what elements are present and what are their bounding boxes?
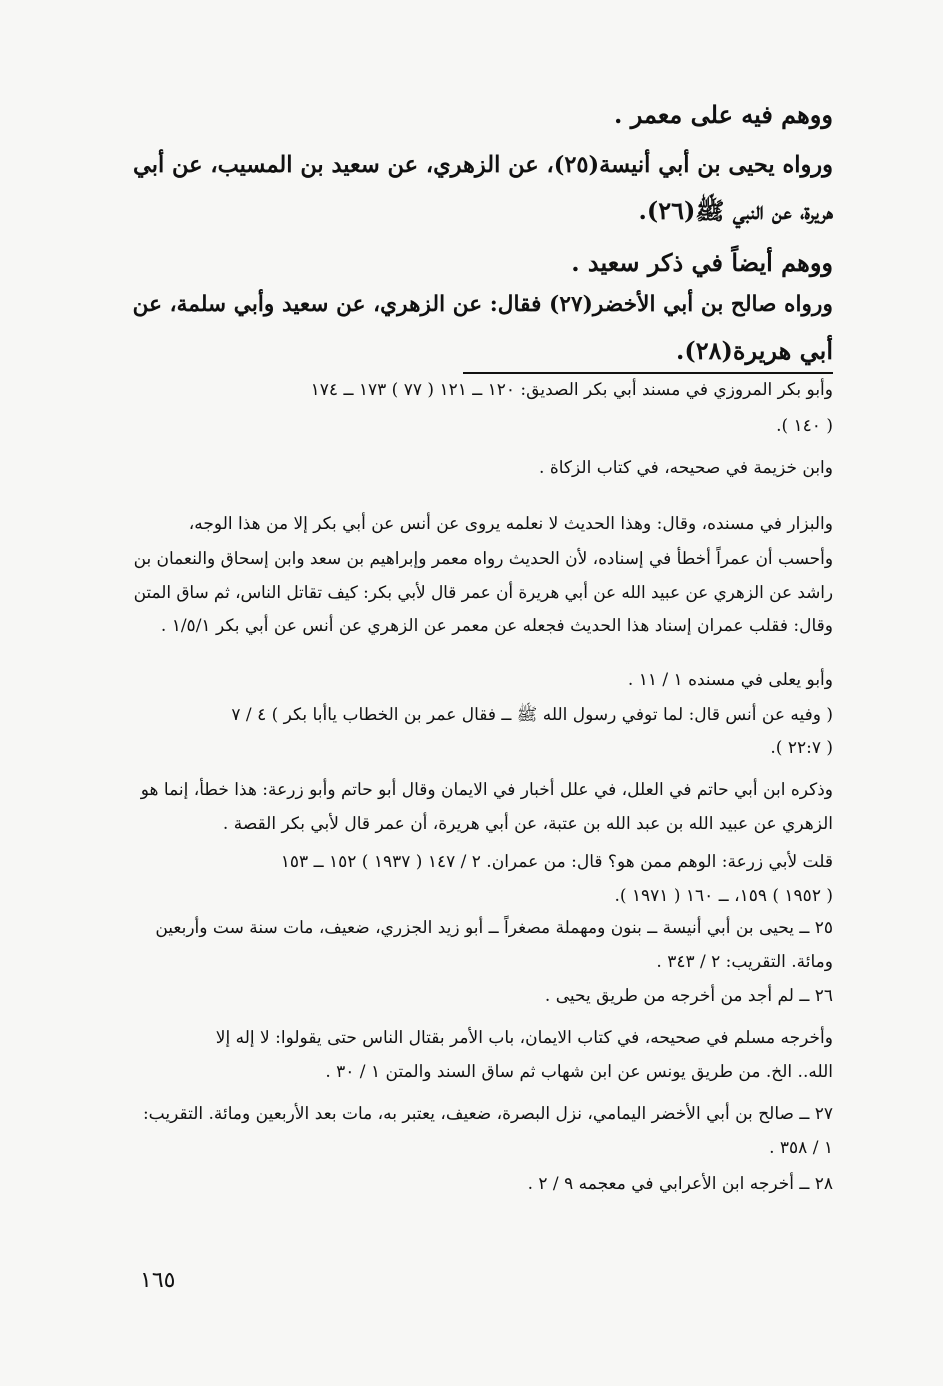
footnote-line: الله.. الخ. من طريق يونس عن ابن شهاب ثم ساق السند والمتن ١ / ٣٠ . [325,1062,833,1082]
footnote-line: وقال: فقلب عمران إسناد هذا الحديث فجعله عن معمر عن الزهري عن أنس عن أبي بكر ١/٥/١ . [160,616,833,636]
footnote-line: ( ٢٢:٧ ). [770,738,833,758]
footnote-line: ( وفيه عن أنس قال: لما توفي رسول الله ﷺ ــ فقال عمر بن الخطاب ياأبا بكر ) ٤ / ٧ [231,705,833,725]
footnote-line: وأبو بكر المروزي في مسند أبي بكر الصديق: ١٢٠ ــ ١٢١ ( ٧٧ ) ١٧٣ ــ ١٧٤ [310,380,833,400]
footnote-line: ١ / ٣٥٨ . [769,1138,833,1158]
footnote-line: وأخرجه مسلم في صحيحه، في كتاب الايمان، باب الأمر بقتال الناس حتى يقولوا: لا إله إلا [215,1028,833,1048]
main-text-line-3: هريرة، عن النبي ﷺ(٢٦). [638,196,833,225]
main-text-line-5: ورواه صالح بن أبي الأخضر(٢٧) فقال: عن الزهري، عن سعيد وأبي سلمة، عن [132,292,833,317]
footnote-line: وابن خزيمة في صحيحه، في كتاب الزكاة . [539,458,833,478]
footnote-line: ومائة. التقريب: ٢ / ٣٤٣ . [656,952,833,972]
main-text-line-1: ووهم فيه على معمر . [614,100,833,129]
main-text-line-6: أبي هريرة(٢٨). [676,336,833,365]
footnote-line: الزهري عن عبيد الله بن عبد الله بن عتبة، عن أبي هريرة، أن عمر قال لأبي بكر القصة . [222,814,833,834]
footnote-line: وأحسب أن عمراً أخطأ في إسناده، لأن الحديث رواه معمر وإبراهيم بن سعد وابن إسحاق والنعمان بن [133,548,833,568]
footnote-line: ٢٨ ــ أخرجه ابن الأعرابي في معجمه ٩ / ٢ . [527,1174,833,1194]
main-text-line-4: ووهم أيضاً في ذكر سعيد . [571,248,833,277]
footnote-line: والبزار في مسنده، وقال: وهذا الحديث لا نعلمه يروى عن أنس عن أبي بكر إلا من هذا الوجه، [188,514,833,534]
footnote-line: ٢٥ ــ يحيى بن أبي أنيسة ــ بنون ومهملة مصغراً ــ أبو زيد الجزري، ضعيف، مات سنة ست وأربعين [155,918,833,938]
footnote-line: ( ١٩٥٢ ) ١٥٩، ــ ١٦٠ ( ١٩٧١ ). [614,886,833,906]
footnote-line: ٢٧ ــ صالح بن أبي الأخضر اليمامي، نزل البصرة، ضعيف، يعتبر به، مات بعد الأربعين ومائة. التقريب: [142,1104,833,1124]
main-text-line-2: ورواه يحيى بن أبي أنيسة(٢٥)، عن الزهري، عن سعيد بن المسيب، عن أبي [133,152,833,178]
page-number: ١٦٥ [140,1268,176,1293]
footnote-line: ٢٦ ــ لم أجد من أخرجه من طريق يحيى . [544,986,833,1006]
footnote-line: راشد عن الزهري عن عبيد الله عن أبي هريرة أن عمر قال لأبي بكر: كيف تقاتل الناس، ثم ساق المتن [133,582,833,602]
footnote-line: وأبو يعلى في مسنده ١ / ١١ . [627,670,833,690]
footnote-divider [463,372,833,374]
footnote-line: ( ١٤٠ ). [776,416,833,436]
footnote-line: وذكره ابن أبي حاتم في العلل، في علل أخبار في الايمان وقال أبو حاتم وأبو زرعة: هذا خطأ، إنما هو [140,780,833,800]
footnote-line: قلت لأبي زرعة: الوهم ممن هو؟ قال: من عمران. ٢ / ١٤٧ ( ١٩٣٧ ) ١٥٢ ــ ١٥٣ [280,852,833,872]
